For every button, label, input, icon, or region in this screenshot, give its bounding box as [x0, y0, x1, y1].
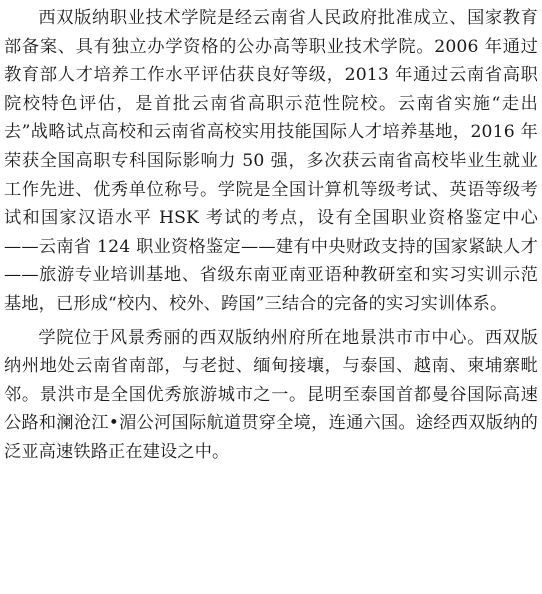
paragraph-college-location: 学院位于风景秀丽的西双版纳州府所在地景洪市市中心。西双版纳州地处云南省南部，与老挝、缅甸接壤，与泰国、越南、柬埔寨毗邻。景洪市是全国优秀旅游城市之一。昆明至泰国首都曼谷国际高速公路和澜沧江•湄公河国际航道贯穿全境，连通六国。途经西双版纳的泛亚高速铁路正在建设之中。: [4, 327, 538, 462]
document-body: [4, 4, 538, 467]
paragraph-college-overview: 西双版纳职业技术学院是经云南省人民政府批准成立、国家教育部备案、具有独立办学资格的公办高等职业技术学院。2006 年通过教育部人才培养工作水平评估获良好等级，2013 年通过云南省高职院校特色评估，是首批云南省高职示范性院校。云南省实施“走出去”战略试点高校和云南省高校实用技能国际人才培养基地，2016 年荣获全国高职专科国际影响力 50 强，多次获云南省高校毕业生就业工作先进、优秀单位称号。学院是全国计算机等级考试、英语等级考试和国家汉语水平 HSK 考试的考点，设有全国职业资格鉴定中心——云南省 124 职业资格鉴定——建有中央财政支持的国家紧缺人才——旅游专业培训基地、省级东南亚南亚语种教研室和实习实训示范基地，已形成“校内、校外、跨国”三结合的完备的实习实训体系。: [4, 8, 538, 314]
